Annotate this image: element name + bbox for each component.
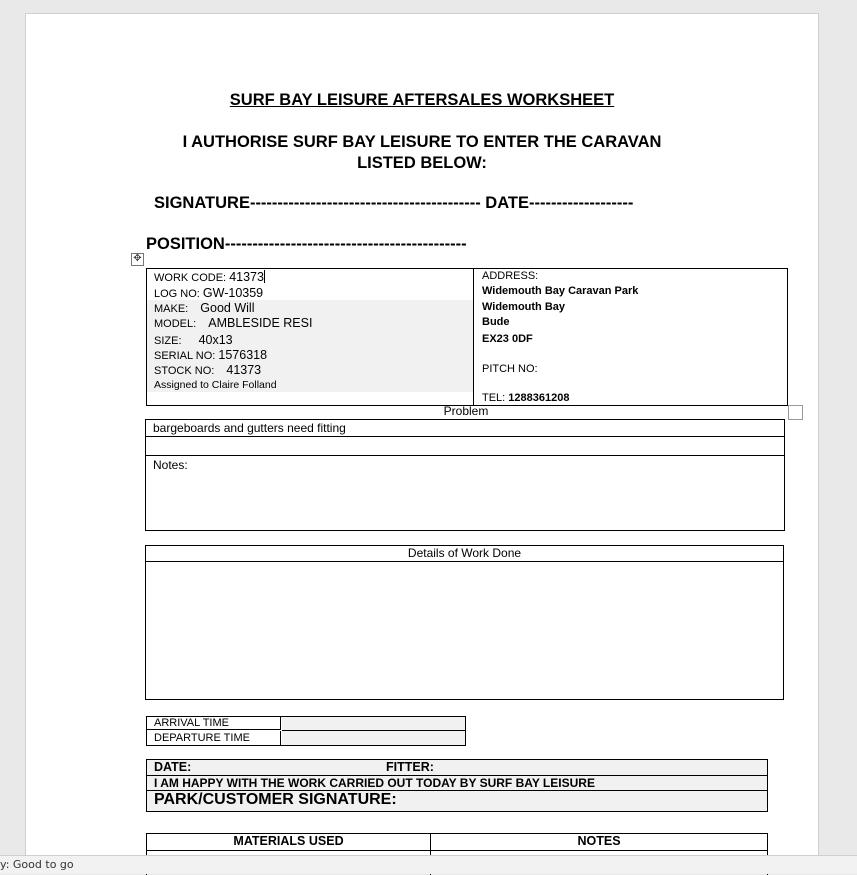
authorise-line-2: LISTED BELOW: — [357, 154, 487, 172]
model-value: AMBLESIDE RESI — [208, 316, 313, 330]
serial-row — [154, 348, 267, 362]
log-no-row — [154, 286, 263, 300]
table-resize-handle[interactable] — [788, 405, 803, 420]
tel-row — [482, 392, 569, 404]
log-no-label: LOG NO: — [154, 288, 200, 300]
pitch-no-label: PITCH NO: — [482, 363, 538, 375]
work-done-table — [145, 545, 784, 700]
fitter-label: FITTER: — [386, 760, 434, 774]
date-label: DATE: — [154, 760, 192, 774]
problem-table — [145, 419, 785, 531]
notes-cell[interactable] — [146, 456, 784, 530]
problem-heading: Problem — [443, 404, 489, 418]
status-text: y: Good to go — [0, 858, 74, 871]
satisfaction-statement: I AM HAPPY WITH THE WORK CARRIED OUT TODAY BY SURF BAY LEISURE — [154, 776, 595, 790]
caravan-info-table — [146, 268, 788, 406]
authorise-line-1: I AUTHORISE SURF BAY LEISURE TO ENTER THE CARAVAN — [182, 133, 662, 151]
address-line-1: Widemouth Bay Caravan Park — [482, 285, 639, 297]
table-move-handle-icon[interactable]: ✥ — [131, 253, 144, 266]
arrival-time-label: ARRIVAL TIME — [147, 717, 281, 730]
work-done-cell[interactable] — [146, 562, 783, 699]
work-code-value: 41373 — [229, 270, 264, 284]
make-label: MAKE: — [154, 303, 189, 315]
stock-label: STOCK NO: — [154, 365, 215, 377]
address-line-2: Widemouth Bay — [482, 301, 566, 313]
model-row — [154, 316, 312, 330]
document-page — [25, 13, 819, 874]
serial-label: SERIAL NO: — [154, 350, 216, 362]
problem-blank-row[interactable] — [146, 437, 784, 456]
departure-time-field[interactable] — [282, 731, 465, 745]
status-bar — [0, 855, 857, 874]
assigned-to: Assigned to Claire Folland — [154, 379, 277, 391]
customer-signature-label[interactable]: PARK/CUSTOMER SIGNATURE: — [154, 791, 397, 808]
position-line: POSITION-------------------------------------------- — [146, 235, 467, 253]
signoff-table — [146, 759, 768, 812]
departure-time-label: DEPARTURE TIME — [147, 731, 281, 745]
size-row — [154, 333, 233, 347]
stock-value: 41373 — [226, 363, 262, 377]
tel-value: 1288361208 — [508, 392, 570, 404]
size-label: SIZE: — [154, 335, 182, 347]
work-done-heading: Details of Work Done — [146, 546, 783, 562]
serial-value: 1576318 — [218, 348, 268, 362]
address-line-4: EX23 0DF — [482, 333, 533, 345]
materials-used-header: MATERIALS USED — [147, 834, 431, 851]
make-value: Good Will — [200, 301, 255, 315]
work-code-label: WORK CODE: — [154, 272, 227, 284]
arrival-time-field[interactable] — [282, 717, 465, 731]
caravan-details-cell[interactable] — [147, 269, 474, 405]
work-code-row — [154, 270, 265, 284]
problem-text: bargeboards and gutters need fitting — [153, 421, 346, 435]
notes-header: NOTES — [431, 834, 767, 851]
model-label: MODEL: — [154, 318, 197, 330]
worksheet-title: SURF BAY LEISURE AFTERSALES WORKSHEET — [229, 91, 615, 109]
address-label: ADDRESS: — [482, 270, 539, 282]
problem-row[interactable] — [146, 420, 784, 437]
notes-label: Notes: — [153, 458, 188, 472]
tel-label: TEL: — [482, 392, 506, 404]
date-fitter-row[interactable] — [147, 760, 767, 776]
make-row — [154, 301, 254, 315]
authorise-statement — [26, 132, 818, 174]
text-cursor — [264, 270, 265, 283]
signature-date-line: SIGNATURE------------------------------------------ DATE------------------- — [154, 194, 634, 212]
log-no-value: GW-10359 — [202, 286, 264, 300]
times-table — [146, 716, 466, 746]
stock-row — [154, 363, 261, 377]
address-line-3: Bude — [482, 316, 510, 328]
size-value: 40x13 — [198, 333, 233, 347]
